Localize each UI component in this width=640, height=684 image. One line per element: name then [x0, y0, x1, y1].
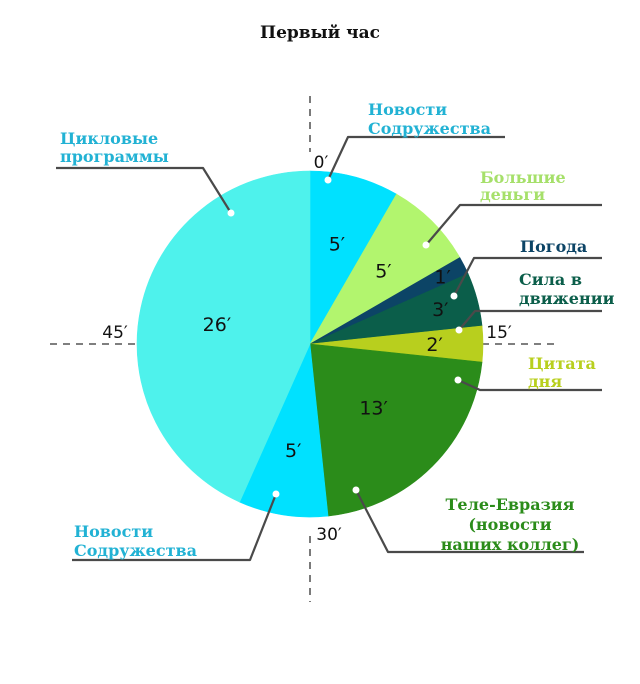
leader-dot [325, 177, 331, 183]
slice-category-label: Новости [74, 522, 154, 541]
slice-category-label: наших коллег) [440, 535, 580, 554]
slice-category-label: Большие [480, 168, 566, 187]
leader-dot [456, 327, 462, 333]
slice-category-label: (новости [468, 515, 552, 534]
leader-dot [455, 377, 461, 383]
slice-value-label: 26′ [202, 314, 232, 337]
slice-value-label: 5′ [375, 260, 392, 283]
leader-dot [228, 210, 234, 216]
leader-dot [273, 491, 279, 497]
slice-value-label: 5′ [328, 233, 346, 256]
leader-line [328, 137, 505, 180]
slice-category-label: Теле-Евразия [445, 495, 575, 514]
tick-label-45: 45′ [102, 323, 128, 343]
slice-category-label: Содружества [74, 541, 197, 560]
tick-label-15: 15′ [486, 323, 512, 343]
slice-category-label: деньги [480, 185, 546, 204]
slice-value-label: 13′ [359, 397, 388, 420]
slice-value-label: 5′ [284, 439, 302, 462]
chart-title: Первый час [260, 23, 380, 43]
leader-dot [353, 487, 359, 493]
slice-category-label: Содружества [368, 119, 491, 138]
leader-line [56, 168, 231, 213]
slice-value-label: 3′ [432, 299, 449, 322]
slice-category-label: Цикловые [60, 129, 159, 148]
slice-value-label: 2′ [426, 334, 443, 356]
slice-category-label: программы [60, 147, 169, 166]
slice-value-label: 1′ [434, 266, 451, 289]
tick-label-0: 0′ [313, 153, 329, 173]
slice-category-label: дня [528, 372, 563, 391]
leader-dot [423, 242, 429, 248]
slice-category-label: Новости [368, 100, 448, 119]
slice-category-label: Цитата [528, 354, 596, 373]
slice-category-label: движении [519, 289, 615, 308]
pie-slice [310, 344, 482, 516]
tick-label-30: 30′ [316, 525, 342, 545]
slice-category-label: Сила в [519, 270, 582, 289]
slice-category-label: Погода [520, 237, 588, 256]
leader-dot [451, 293, 457, 299]
